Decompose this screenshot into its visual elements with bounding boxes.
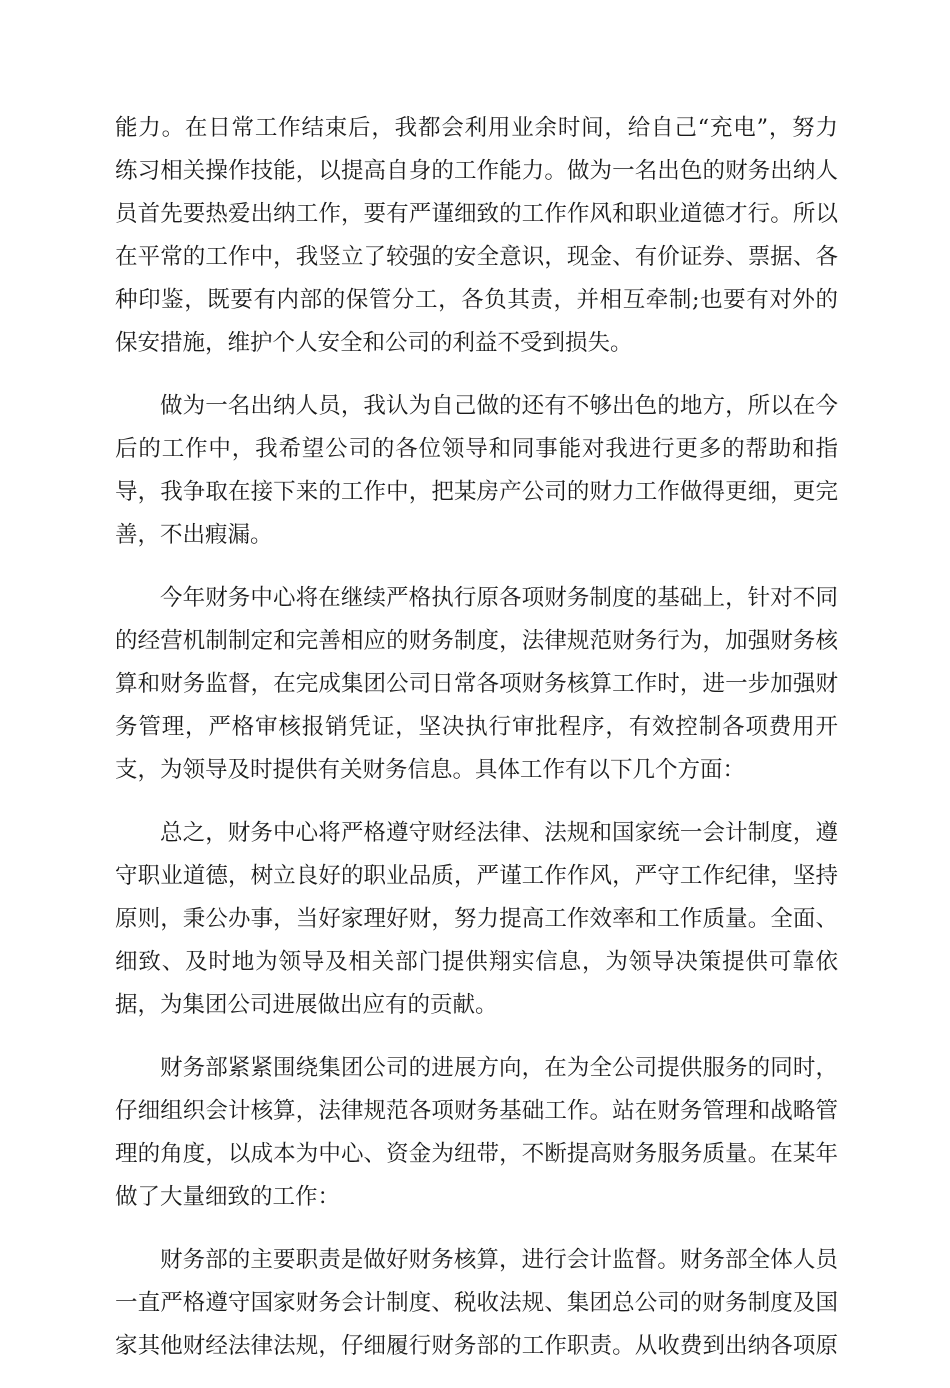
text-line: 支，为领导及时提供有关财务信息。具体工作有以下几个方面： — [115, 757, 746, 783]
text-line: 财务部紧紧围绕集团公司的进展方向，在为全公司提供服务的同时， — [160, 1055, 838, 1081]
text-line: 种印鉴，既要有内部的保管分工，各负其责，并相互牵制;也要有对外的 — [115, 287, 838, 313]
paragraph-1 — [115, 107, 838, 365]
text-line: 务管理，严格审核报销凭证，坚决执行审批程序，有效控制各项费用开 — [115, 714, 838, 740]
text-line: 总之，财务中心将严格遵守财经法律、法规和国家统一会计制度，遵 — [160, 820, 838, 846]
paragraph-2 — [115, 385, 838, 557]
text-line: 今年财务中心将在继续严格执行原各项财务制度的基础上，针对不同 — [160, 585, 838, 611]
text-line: 财务部的主要职责是做好财务核算，进行会计监督。财务部全体人员 — [160, 1247, 838, 1273]
text-line: 员首先要热爱出纳工作，要有严谨细致的工作作风和职业道德才行。所以 — [115, 201, 838, 227]
text-line: 原则，秉公办事，当好家理好财，努力提高工作效率和工作质量。全面、 — [115, 906, 838, 932]
text-line: 导，我争取在接下来的工作中，把某房产公司的财力工作做得更细，更完 — [115, 479, 838, 505]
text-line: 做为一名出纳人员，我认为自己做的还有不够出色的地方，所以在今 — [160, 393, 838, 419]
document-body — [115, 107, 838, 1388]
paragraph-3 — [115, 577, 838, 792]
text-line: 算和财务监督，在完成集团公司日常各项财务核算工作时，进一步加强财 — [115, 671, 838, 697]
text-line: 细致、及时地为领导及相关部门提供翔实信息，为领导决策提供可靠依 — [115, 949, 838, 975]
paragraph-6 — [115, 1239, 838, 1368]
text-line: 守职业道德，树立良好的职业品质，严谨工作作风，严守工作纪律，坚持 — [115, 863, 838, 889]
text-line: 做了大量细致的工作： — [115, 1184, 341, 1210]
text-line: 保安措施，维护个人安全和公司的利益不受到损失。 — [115, 330, 633, 356]
text-line: 据，为集团公司进展做出应有的贡献。 — [115, 992, 498, 1018]
text-line: 善，不出瘕漏。 — [115, 522, 273, 548]
text-line: 练习相关操作技能，以提高自身的工作能力。做为一名出色的财务出纳人 — [115, 158, 838, 184]
text-line: 仔细组织会计核算，法律规范各项财务基础工作。站在财务管理和战略管 — [115, 1098, 838, 1124]
text-line: 理的角度，以成本为中心、资金为纽带，不断提高财务服务质量。在某年 — [115, 1141, 838, 1167]
text-line: 能力。在日常工作结束后，我都会利用业余时间，给自己“充电”，努力 — [115, 115, 838, 141]
text-line: 家其他财经法律法规，仔细履行财务部的工作职责。从收费到出纳各项原 — [115, 1333, 838, 1359]
text-line: 后的工作中，我希望公司的各位领导和同事能对我进行更多的帮助和指 — [115, 436, 838, 462]
text-line: 在平常的工作中，我竖立了较强的安全意识，现金、有价证券、票据、各 — [115, 244, 838, 270]
text-line: 一直严格遵守国家财务会计制度、税收法规、集团总公司的财务制度及国 — [115, 1290, 838, 1316]
paragraph-4 — [115, 812, 838, 1027]
text-line: 的经营机制制定和完善相应的财务制度，法律规范财务行为，加强财务核 — [115, 628, 838, 654]
paragraph-5 — [115, 1047, 838, 1219]
